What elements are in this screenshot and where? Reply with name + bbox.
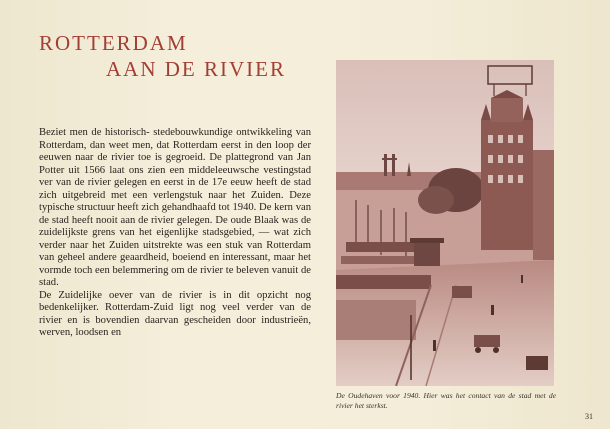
harbour-photo-image <box>336 60 554 386</box>
harbour-photo <box>336 60 554 386</box>
page-number: 31 <box>585 412 593 421</box>
paragraph-2: De Zuidelijke oever van de rivier is in dit opzicht nog bedenkelijker. Rotterdam-Zuid ligt nog veel verder van de rivier en is bovendien daarvan gescheiden door industrieën, werven, loodsen en <box>39 289 311 338</box>
photo-caption: De Oudehaven voor 1940. Hier was het contact van de stad met de rivier het sterkst. <box>336 391 556 410</box>
paragraph-1: Beziet men de historisch- stedebouwkundige ontwikkeling van Rotterdam, dan weet men, dat Rotterdam eerst in den loop der eeuwen naar de rivier toe is gegroeid. De plattegrond van Jan Potter uit 1566 laat ons zien een middeleeuwsche vestingstad ver van de rivier gelegen en eerst in de 17e eeuw heeft de stad zich uitgebreid met een verlengstuk naar het Zuiden. Deze typische structuur heeft zich gehandhaafd tot 1940. De kern van de stad heeft nooit aan de rivier gelegen. De oude Blaak was de zuidelijkste grens van het eigenlijke stadsgebied, — wat zich verder naar het Zuiden uitstrekte was een stuk van Rotterdam van geheel andere geaardheid, boeiend en interessant, maar het vormde toch een belemmering om de rivier te beleven vanuit de stad. <box>39 127 311 288</box>
title-line-2: AAN DE RIVIER <box>106 57 286 81</box>
body-text <box>39 127 311 340</box>
title-line-1: ROTTERDAM <box>39 31 188 55</box>
